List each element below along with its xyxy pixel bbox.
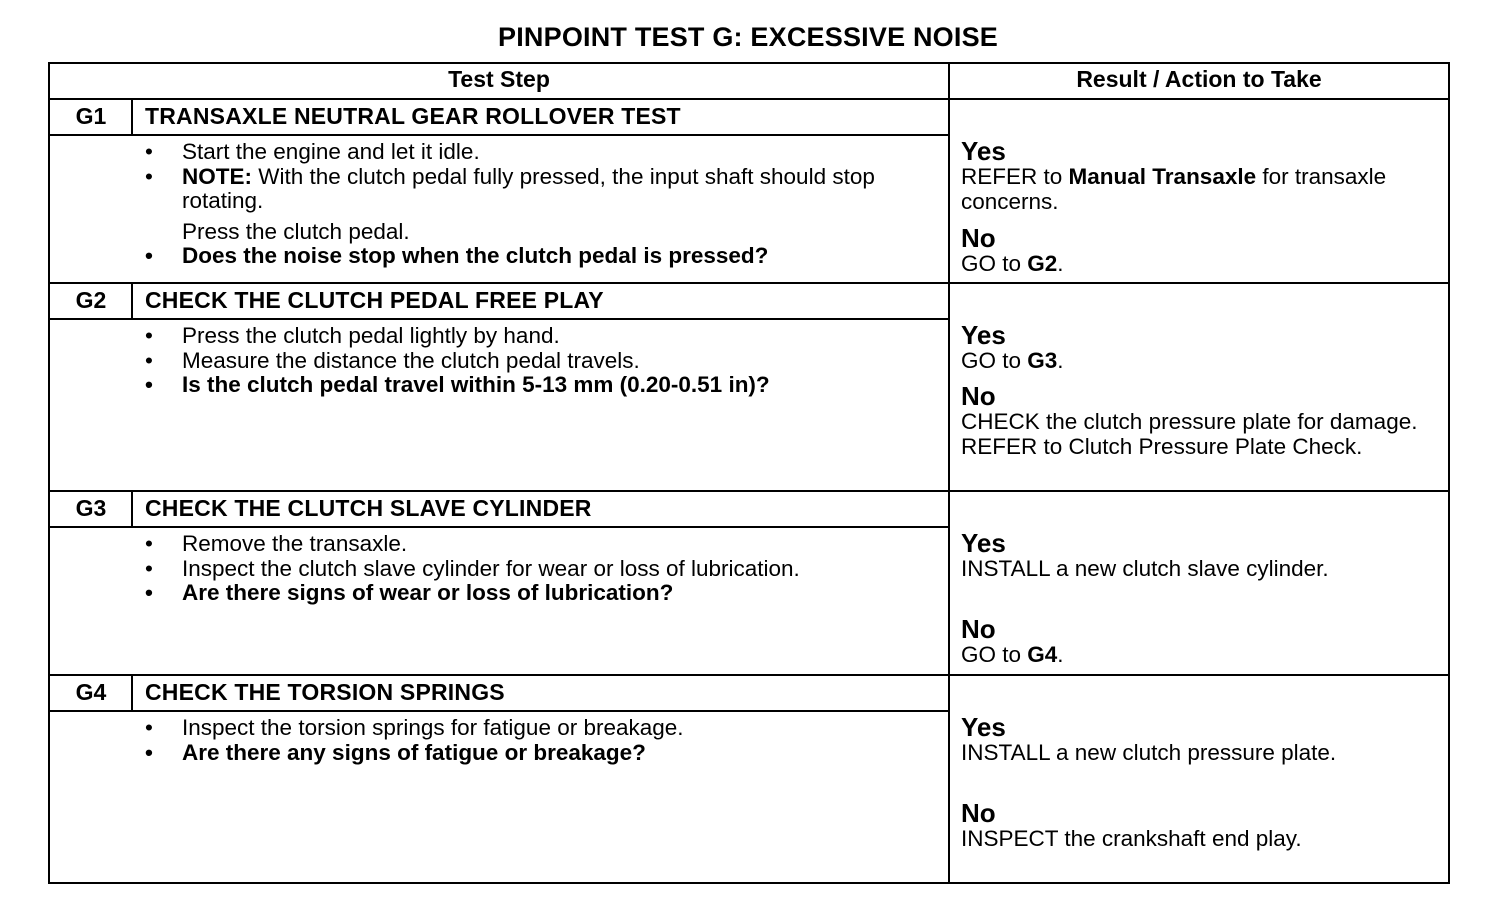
header-result: Result / Action to Take <box>1076 66 1322 92</box>
row-divider <box>49 674 1449 676</box>
step-instructions <box>140 140 940 269</box>
yes-label: Yes <box>961 320 1006 350</box>
step-question: • Is the clutch pedal travel within 5-13 mm (0.20-0.51 in)? <box>140 373 940 398</box>
list-item: Press the clutch pedal. <box>182 218 410 244</box>
list-item: • Remove the transaxle. <box>140 532 940 557</box>
step-title: CHECK THE CLUTCH PEDAL FREE PLAY <box>145 287 604 313</box>
step-id: G2 <box>75 287 107 313</box>
no-label: No <box>961 381 996 411</box>
step-instructions <box>140 532 940 606</box>
column-divider <box>948 63 950 883</box>
result-no: No CHECK the clutch pressure plate for damage. REFER to Clutch Pressure Plate Check. <box>961 383 1439 459</box>
page-title: PINPOINT TEST G: EXCESSIVE NOISE <box>498 22 998 52</box>
step-id: G3 <box>75 495 107 521</box>
step-title: CHECK THE TORSION SPRINGS <box>145 679 505 705</box>
no-label: No <box>961 614 996 644</box>
result-yes: Yes GO to G3. <box>961 322 1441 374</box>
yes-label: Yes <box>961 528 1006 558</box>
result-no: No GO to G2. <box>961 225 1441 277</box>
title-divider <box>49 526 949 528</box>
title-divider <box>49 710 949 712</box>
step-id: G4 <box>75 679 107 705</box>
step-instructions <box>140 716 940 765</box>
result-yes: Yes REFER to Manual Transaxle for transaxle concerns. <box>961 138 1441 214</box>
title-divider <box>49 134 949 136</box>
result-yes: Yes INSTALL a new clutch pressure plate. <box>961 714 1441 766</box>
step-question: • Are there signs of wear or loss of lubrication? <box>140 581 940 606</box>
result-yes: Yes INSTALL a new clutch slave cylinder. <box>961 530 1441 582</box>
list-item: • Measure the distance the clutch pedal travels. <box>140 349 940 374</box>
no-label: No <box>961 223 996 253</box>
yes-label: Yes <box>961 712 1006 742</box>
step-question: • Are there any signs of fatigue or breakage? <box>140 741 940 766</box>
list-item: • NOTE: With the clutch pedal fully pressed, the input shaft should stop rotating. <box>140 165 940 214</box>
list-item: • Start the engine and let it idle. <box>140 140 940 165</box>
header-test-step: Test Step <box>448 66 550 92</box>
result-no: No GO to G4. <box>961 616 1441 668</box>
list-item: • Inspect the clutch slave cylinder for wear or loss of lubrication. <box>140 557 940 582</box>
row-divider <box>49 282 1449 284</box>
row-divider <box>49 490 1449 492</box>
step-question: • Does the noise stop when the clutch pedal is pressed? <box>140 244 940 269</box>
title-divider <box>49 318 949 320</box>
result-no: No INSPECT the crankshaft end play. <box>961 800 1441 852</box>
step-instructions <box>140 324 940 398</box>
step-title: CHECK THE CLUTCH SLAVE CYLINDER <box>145 495 592 521</box>
no-label: No <box>961 798 996 828</box>
yes-label: Yes <box>961 136 1006 166</box>
header-divider <box>49 98 1449 100</box>
step-title: TRANSAXLE NEUTRAL GEAR ROLLOVER TEST <box>145 103 681 129</box>
list-item: • Inspect the torsion springs for fatigue or breakage. <box>140 716 940 741</box>
list-item: • Press the clutch pedal lightly by hand. <box>140 324 940 349</box>
step-id: G1 <box>75 103 107 129</box>
